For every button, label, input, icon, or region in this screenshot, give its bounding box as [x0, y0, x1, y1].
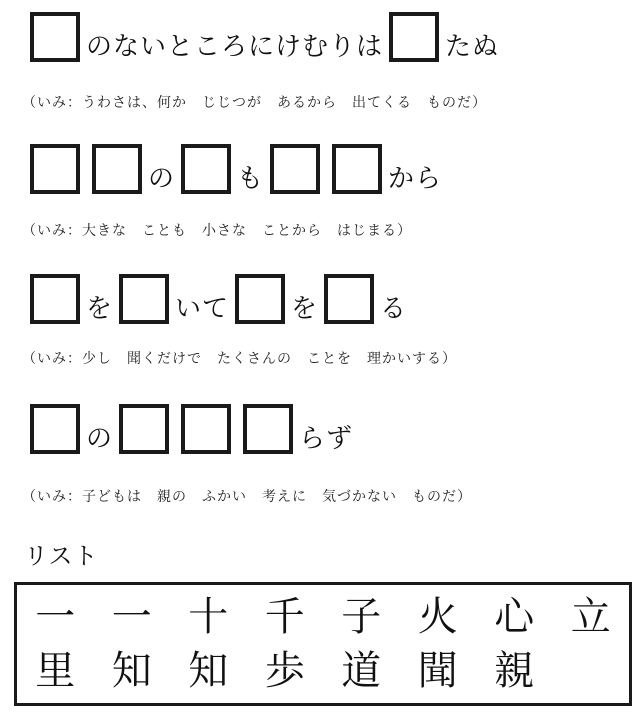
kanji-item[interactable]: 親	[494, 648, 535, 694]
kanji-item[interactable]: 一	[111, 594, 152, 640]
proverb-text: のないところにけむりは	[86, 32, 384, 62]
answer-box-2-5[interactable]	[332, 144, 382, 194]
answer-box-4-1[interactable]	[30, 404, 80, 454]
proverb-text: の	[86, 424, 114, 454]
answer-box-4-2[interactable]	[119, 404, 169, 454]
proverb-line-3	[30, 270, 413, 324]
kanji-item[interactable]: 一	[35, 594, 76, 640]
proverb-text: たぬ	[445, 32, 500, 62]
proverb-text: も	[237, 164, 265, 194]
proverb-line-4	[30, 400, 359, 454]
answer-box-3-3[interactable]	[235, 274, 285, 324]
answer-box-3-1[interactable]	[30, 274, 80, 324]
list-title: リスト	[24, 542, 99, 570]
kanji-item[interactable]: 子	[341, 594, 382, 640]
meaning-line-1: （いみ：うわさは、何か じじつが あるから 出てくる ものだ）	[22, 95, 487, 111]
proverb-text: る	[380, 294, 408, 324]
kanji-item[interactable]: 立	[570, 594, 611, 640]
meaning-line-4: （いみ：子どもは 親の ふかい 考えに 気づかない ものだ）	[22, 489, 472, 505]
answer-box-3-4[interactable]	[324, 274, 374, 324]
answer-box-1-1[interactable]	[30, 12, 80, 62]
kanji-item[interactable]: 歩	[264, 648, 305, 694]
proverb-text: から	[388, 164, 443, 194]
proverb-text: を	[291, 294, 319, 324]
kanji-item[interactable]: 聞	[417, 648, 458, 694]
kanji-item[interactable]: 道	[341, 648, 382, 694]
kanji-item[interactable]: 知	[111, 648, 152, 694]
kanji-item[interactable]: 千	[264, 594, 305, 640]
answer-box-2-1[interactable]	[30, 144, 80, 194]
meaning-line-2: （いみ：大きな ことも 小さな ことから はじまる）	[22, 223, 412, 239]
kanji-list-row-1	[17, 593, 629, 641]
answer-box-3-2[interactable]	[119, 274, 169, 324]
kanji-list-box	[14, 582, 632, 706]
proverb-text: いて	[175, 294, 230, 324]
kanji-item[interactable]: 里	[35, 648, 76, 694]
answer-box-1-2[interactable]	[389, 12, 439, 62]
kanji-item[interactable]: 知	[188, 648, 229, 694]
answer-box-2-3[interactable]	[181, 144, 231, 194]
answer-box-4-3[interactable]	[181, 404, 231, 454]
meaning-line-3: （いみ：少し 聞くだけで たくさんの ことを 理かいする）	[22, 351, 457, 367]
kanji-item[interactable]: 火	[417, 594, 458, 640]
kanji-item[interactable]: 十	[188, 594, 229, 640]
answer-box-4-4[interactable]	[243, 404, 293, 454]
proverb-text: を	[86, 294, 114, 324]
proverb-text: らず	[299, 424, 354, 454]
answer-box-2-4[interactable]	[270, 144, 320, 194]
kanji-list-row-2	[17, 647, 629, 695]
proverb-line-2	[30, 140, 448, 194]
answer-box-2-2[interactable]	[92, 144, 142, 194]
proverb-text: の	[148, 164, 176, 194]
proverb-line-1	[30, 8, 505, 62]
kanji-item[interactable]: 心	[494, 594, 535, 640]
